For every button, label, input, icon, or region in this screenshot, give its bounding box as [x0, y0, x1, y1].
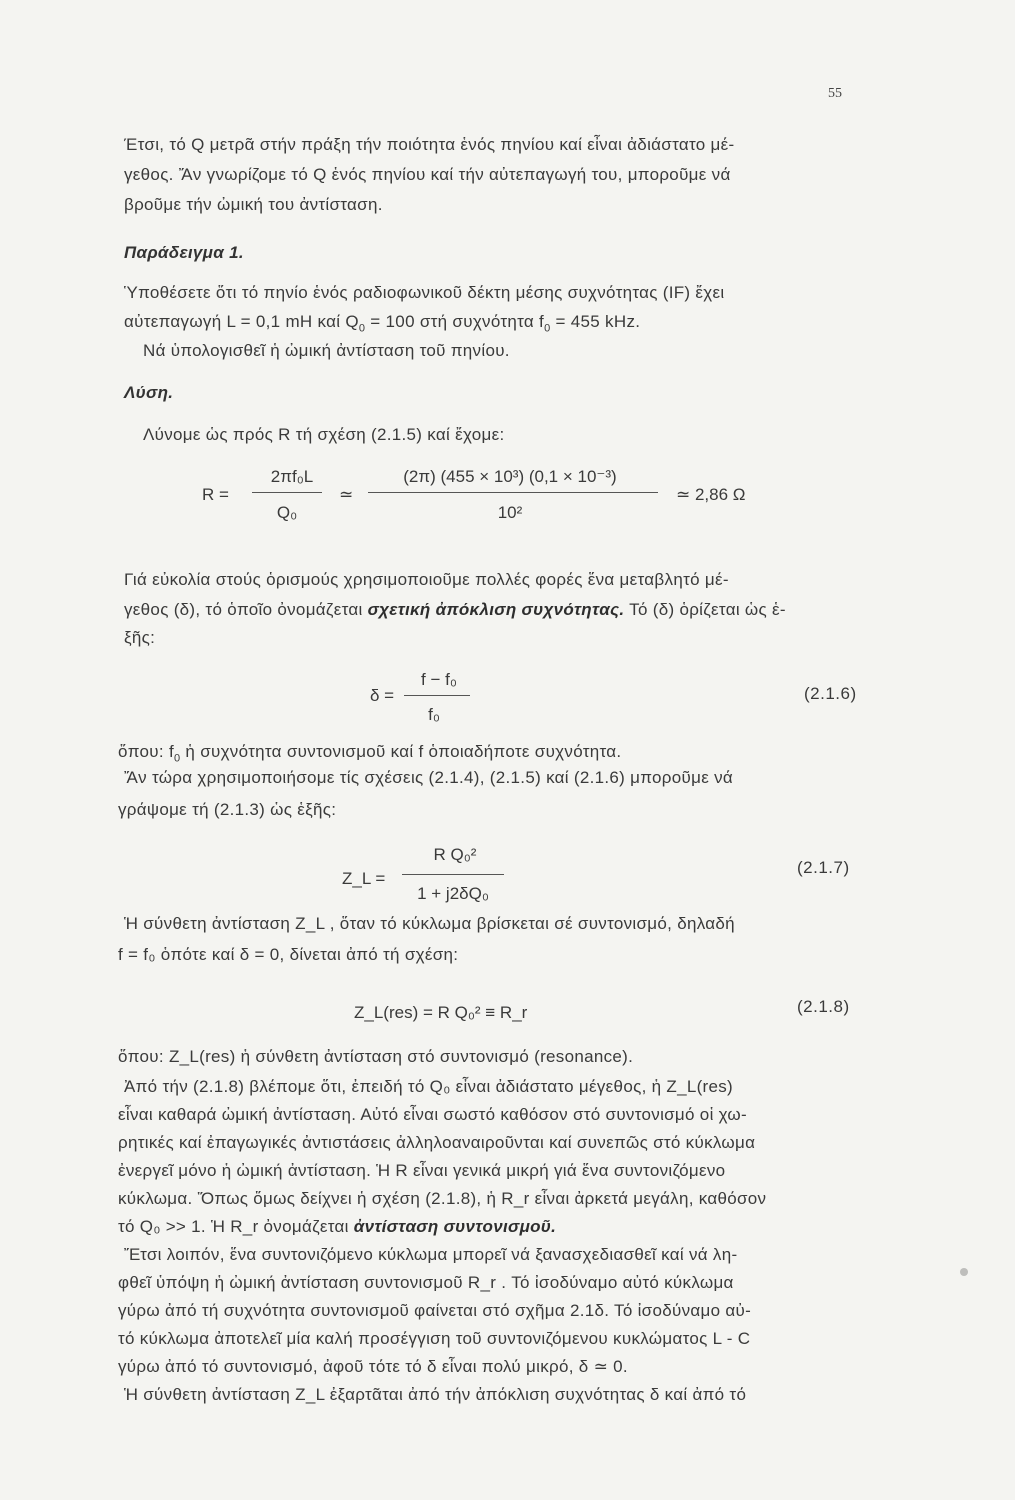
- text-span: αὐτεπαγωγή L = 0,1 mH καί Q: [124, 312, 359, 331]
- text-line: γύρω ἀπό τή συχνότητα συντονισμοῦ φαίνεται στό σχῆμα 2.1δ. Τό ἰσοδύναμο αὐ-: [118, 1301, 752, 1320]
- text-line: ρητικές καί ἐπαγωγικές ἀντιστάσεις ἀλληλοαναιροῦνται καί συνεπῶς στό κύκλωμα: [118, 1133, 756, 1152]
- text-line: γεθος. Ἄν γνωρίζομε τό Q ἑνός πηνίου καί τήν αὐτεπαγωγή του, μποροῦμε νά: [124, 165, 731, 184]
- eq8-expr: Z_L(res) = R Q₀² ≡ R_r: [354, 1003, 528, 1022]
- fraction-bar: [252, 492, 322, 493]
- eq6-den: f₀: [428, 705, 440, 724]
- eq7-num: R Q₀²: [433, 845, 477, 864]
- equation-number: (2.1.8): [797, 997, 850, 1016]
- subscript: 0: [544, 322, 551, 335]
- text-line: κύκλωμα. Ὅπως ὅμως δείχνει ἡ σχέση (2.1.8), ἡ R_r εἶναι ἀρκετά μεγάλη, καθόσον: [118, 1189, 767, 1208]
- eq7-den: 1 + j2δQ₀: [417, 884, 489, 903]
- text-line: ὅπου: Z_L(res) ἡ σύνθετη ἀντίσταση στό συντονισμό (resonance).: [118, 1047, 634, 1066]
- scan-speck: [960, 1268, 968, 1276]
- subscript: 0: [173, 752, 181, 765]
- text-line: [118, 742, 621, 764]
- text-line: Ἔτσι λοιπόν, ἕνα συντονιζόμενο κύκλωμα μπορεῖ νά ξανασχεδιασθεῖ καί νά λη-: [124, 1245, 738, 1264]
- text-line: f = f₀ ὁπότε καί δ = 0, δίνεται ἀπό τή σχέση:: [118, 945, 459, 964]
- emphasis-term: ἀντίσταση συντονισμοῦ.: [353, 1217, 557, 1236]
- text-line: εἶναι καθαρά ὠμική ἀντίσταση. Αὐτό εἶναι σωστό καθόσον στό συντονισμό οἱ χω-: [118, 1105, 747, 1124]
- eq-r-lhs: R =: [202, 485, 229, 504]
- text-line: γύρω ἀπό τό συντονισμό, ἀφοῦ τότε τό δ εἶναι πολύ μικρό, δ ≃ 0.: [118, 1357, 628, 1376]
- eq-r-den1: Q₀: [276, 503, 298, 522]
- eq-r-num1: 2πf₀L: [270, 467, 314, 486]
- text-line: Ἄν τώρα χρησιμοποιήσομε τίς σχέσεις (2.1.4), (2.1.5) καί (2.1.6) μποροῦμε νά: [124, 768, 734, 787]
- emphasis-term: σχετική ἀπόκλιση συχνότητας.: [367, 600, 625, 619]
- text-line: [124, 600, 786, 620]
- eq-r-approx: ≃: [339, 485, 354, 504]
- eq-r-result: ≃ 2,86 Ω: [676, 485, 746, 504]
- text-line: ἐνεργεῖ μόνο ἡ ὠμική ἀντίσταση. Ἡ R εἶναι γενικά μικρή γιά ἕνα συντονιζόμενο: [118, 1161, 726, 1180]
- text-line: Λύνομε ὡς πρός R τή σχέση (2.1.5) καί ἔχομε:: [143, 425, 505, 444]
- eq7-lhs: Z_L =: [342, 869, 386, 888]
- eq-r-num2: (2π) (455 × 10³) (0,1 × 10⁻³): [403, 467, 617, 486]
- solution-heading: Λύση.: [124, 383, 174, 402]
- text-line: γράψομε τή (2.1.3) ὡς ἑξῆς:: [118, 800, 337, 819]
- text-span: Τό (δ) ὁρίζεται ὡς ἑ-: [624, 600, 786, 619]
- text-line: Ἡ σύνθετη ἀντίσταση Z_L , ὅταν τό κύκλωμα βρίσκεται σέ συντονισμό, δηλαδή: [124, 914, 735, 933]
- text-line: φθεῖ ὑπόψη ἡ ὠμική ἀντίσταση συντονισμοῦ R_r . Τό ἰσοδύναμο αὐτό κύκλωμα: [118, 1273, 734, 1292]
- text-line: Έτσι, τό Q μετρᾶ στήν πράξη τήν ποιότητα ἑνός πηνίου καί εἶναι ἀδιάστατο μέ-: [124, 135, 735, 154]
- text-line: Ἀπό τήν (2.1.8) βλέπομε ὅτι, ἐπειδή τό Q₀ εἶναι ἀδιάστατο μέγεθος, ἡ Z_L(res): [124, 1077, 734, 1096]
- text-line: τό κύκλωμα ἀποτελεῖ μία καλή προσέγγιση τοῦ συντονιζόμενου κυκλώματος L - C: [118, 1329, 751, 1348]
- text-line: Ἡ σύνθετη ἀντίσταση Z_L ἐξαρτᾶται ἀπό τήν ἀπόκλιση συχνότητας δ καί ἀπό τό: [124, 1385, 747, 1404]
- text-span: ἡ συχνότητα συντονισμοῦ καί f ὁποιαδήποτε συχνότητα.: [180, 742, 622, 761]
- equation-number: (2.1.6): [804, 684, 857, 703]
- fraction-bar: [404, 695, 470, 696]
- page-number: 55: [828, 86, 842, 101]
- eq6-num: f − f₀: [421, 670, 457, 689]
- text-line: [118, 1217, 556, 1237]
- eq6-lhs: δ =: [370, 686, 395, 705]
- equation-number: (2.1.7): [797, 858, 850, 877]
- subscript: 0: [358, 322, 366, 335]
- text-line: Νά ὑπολογισθεῖ ἡ ὠμική ἀντίσταση τοῦ πηνίου.: [143, 341, 510, 360]
- fraction-bar: [402, 874, 504, 875]
- text-span: = 455 kHz.: [550, 312, 641, 331]
- text-line: [124, 312, 640, 334]
- text-span: ὅπου: f: [118, 742, 174, 761]
- fraction-bar: [368, 492, 658, 493]
- text-span: = 100 στή συχνότητα f: [365, 312, 545, 331]
- text-line: βροῦμε τήν ὠμική του ἀντίσταση.: [124, 195, 383, 214]
- text-span: γεθος (δ), τό ὁποῖο ὀνομάζεται: [124, 600, 368, 619]
- text-line: ξῆς:: [124, 628, 156, 647]
- eq-r-den2: 10²: [497, 503, 523, 522]
- text-line: Γιά εὐκολία στούς ὁρισμούς χρησιμοποιοῦμε πολλές φορές ἕνα μεταβλητό μέ-: [124, 570, 729, 589]
- example-heading: Παράδειγμα 1.: [124, 243, 244, 262]
- text-line: Ὑποθέσετε ὅτι τό πηνίο ἑνός ραδιοφωνικοῦ δέκτη μέσης συχνότητας (IF) ἔχει: [124, 283, 725, 302]
- text-span: τό Q₀ >> 1. Ἡ R_r ὀνομάζεται: [118, 1217, 354, 1236]
